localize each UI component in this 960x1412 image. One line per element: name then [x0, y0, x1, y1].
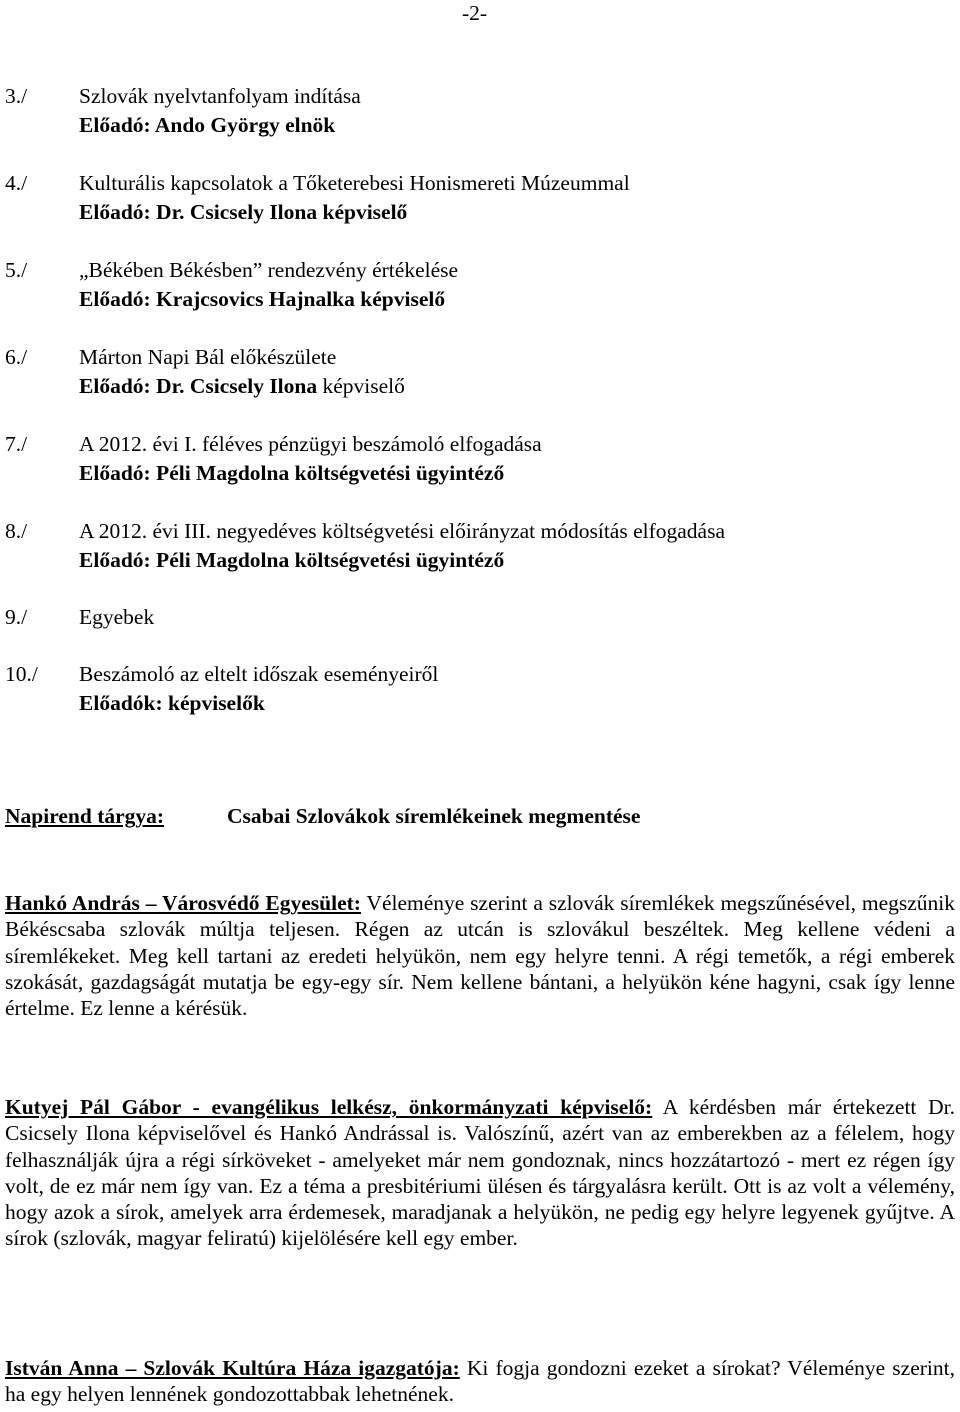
- agenda-item: [5, 82, 945, 140]
- agenda-item: [5, 343, 945, 401]
- page-number: -2-: [462, 1, 488, 25]
- agenda-item-presenter: Előadó: Péli Magdolna költségvetési ügyintéző: [79, 461, 505, 485]
- agenda-item-number: 10./: [5, 662, 38, 686]
- topic-label: Napirend tárgya:: [5, 804, 165, 828]
- agenda-item: [5, 169, 945, 227]
- agenda-item: [5, 430, 945, 488]
- minutes-paragraph: [5, 890, 955, 1021]
- agenda-item-presenter: Előadó: Dr. Csicsely Ilona képviselő: [79, 374, 405, 398]
- speaker-name: Hankó András – Városvédő Egyesület:: [5, 891, 361, 915]
- agenda-list: [5, 82, 945, 718]
- agenda-item: [5, 256, 945, 314]
- agenda-item-presenter: Előadó: Péli Magdolna költségvetési ügyintéző: [79, 548, 505, 572]
- agenda-item-number: 6./: [5, 345, 28, 369]
- agenda-item-number: 8./: [5, 519, 28, 543]
- agenda-item-presenter: Előadó: Ando György elnök: [79, 113, 336, 137]
- topic-value: Csabai Szlovákok síremlékeinek megmentése: [227, 804, 641, 828]
- agenda-item-title: Szlovák nyelvtanfolyam indítása: [79, 84, 361, 108]
- speaker-name: Kutyej Pál Gábor - evangélikus lelkész, önkormányzati képviselő:: [5, 1095, 653, 1119]
- agenda-item-title: A 2012. évi I. féléves pénzügyi beszámoló elfogadása: [79, 432, 542, 456]
- agenda-item-number: 3./: [5, 84, 28, 108]
- paragraph-text: Véleménye szerint a szlovák síremlékek megszűnésével, megszűnik Békéscsaba szlovák múltja teljesen. Régen az utcán is szlovákul beszéltek. Meg kellene védeni a síremlékeket. Meg kell tartani az eredeti helyükön, nem egy helyre tenni. A régi temetők, a régi emberek szokását, gazdagságát mutatja be egy-egy sír. Nem kellene bántani, a helyükön kéne hagyni, csak így lenne értelme. Ez lenne a kérésük.: [5, 891, 955, 1021]
- paragraph-text: A kérdésben már értekezett Dr. Csicsely Ilona képviselővel és Hankó Andrással is. Valószínű, azért van az emberekben az a félelem, hogy felhasználják újra a régi sírköveket - amelyeket már nem gondoznak, nincs hozzátartozó - mert ez régen így volt, de ez már nem így van. Ez a téma a presbitériumi ülésen és tárgyalásra került. Ott is az volt a vélemény, hogy azok a sírok, amelyek arra érdemesek, maradjanak a helyükön, ne pedig egy helyre legyenek gyűjtve. A sírok (szlovák, magyar feliratú) kijelölésére kell egy ember.: [5, 1095, 956, 1251]
- agenda-item-title: Beszámoló az eltelt időszak eseményeiről: [79, 662, 439, 686]
- agenda-item-presenter: Előadók: képviselők: [79, 691, 265, 715]
- agenda-item-title: „Békében Békésben” rendezvény értékelése: [79, 258, 459, 282]
- agenda-item-number: 4./: [5, 171, 28, 195]
- speaker-name: István Anna – Szlovák Kultúra Háza igazgatója:: [5, 1356, 460, 1380]
- minutes-paragraph: [5, 1094, 955, 1252]
- agenda-item-number: 5./: [5, 258, 28, 282]
- agenda-item-presenter: Előadó: Krajcsovics Hajnalka képviselő: [79, 287, 446, 311]
- agenda-item: [5, 660, 945, 718]
- agenda-item-title: A 2012. évi III. negyedéves költségvetési előirányzat módosítás elfogadása: [79, 519, 725, 543]
- agenda-item-title: Márton Napi Bál előkészülete: [79, 345, 337, 369]
- agenda-item-number: 9./: [5, 605, 28, 629]
- agenda-item-number: 7./: [5, 432, 28, 456]
- agenda-item: [5, 603, 945, 632]
- agenda-topic: [5, 802, 945, 831]
- minutes-paragraph: [5, 1355, 955, 1408]
- agenda-item-presenter: Előadó: Dr. Csicsely Ilona képviselő: [79, 200, 408, 224]
- agenda-item-title: Kulturális kapcsolatok a Tőketerebesi Honismereti Múzeummal: [79, 171, 630, 195]
- paragraph-text: Ki fogja gondozni ezeket a sírokat? Véleménye szerint, ha egy helyen lennének gondozottabbak lehetnének.: [5, 1356, 955, 1407]
- agenda-item: [5, 517, 945, 575]
- agenda-item-title: Egyebek: [79, 605, 155, 629]
